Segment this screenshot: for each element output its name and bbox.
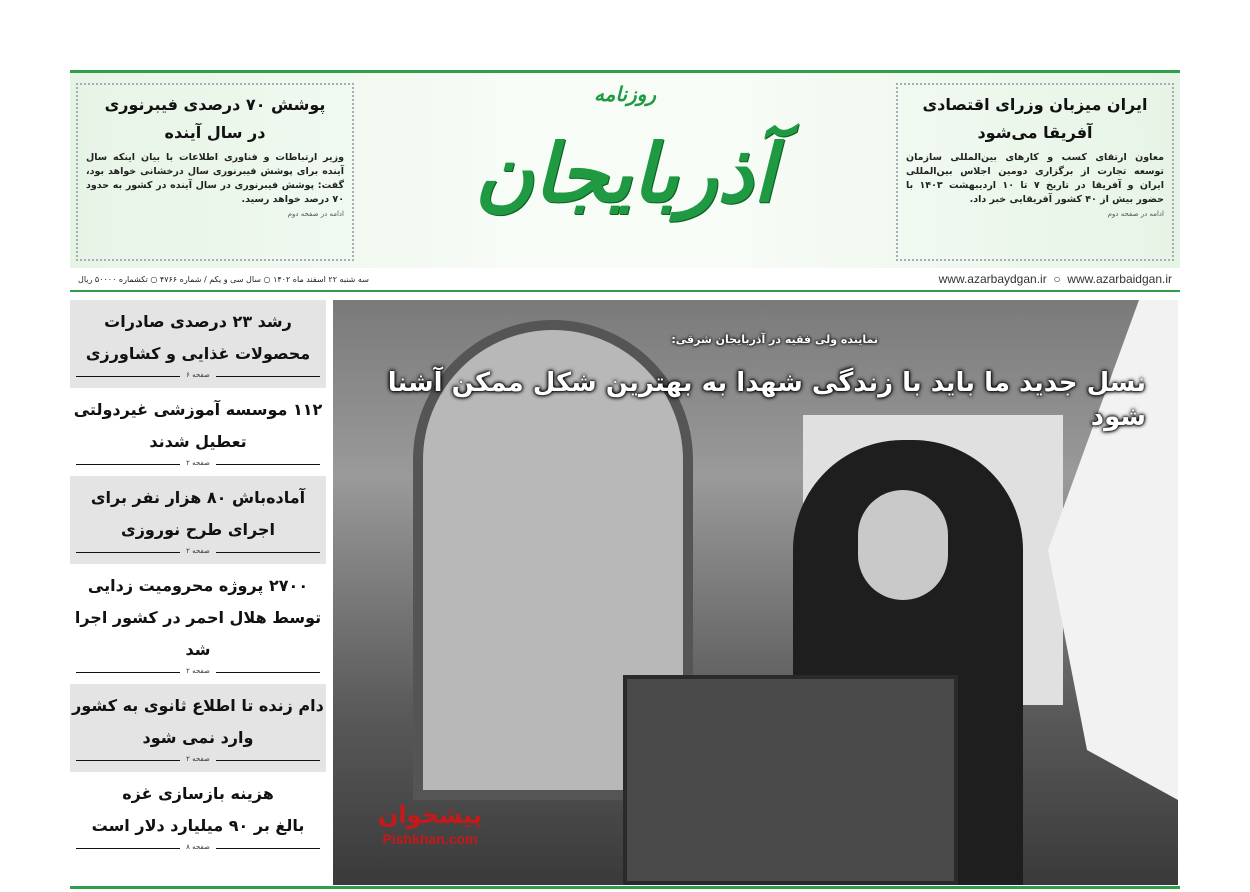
- lead-kicker: نماینده ولی فقیه در آذربایجان شرقی:: [671, 333, 878, 346]
- podium: [623, 675, 958, 885]
- website-links[interactable]: www.azarbaydgan.ir ○ www.azarbaidgan.ir: [938, 272, 1172, 286]
- story-title: رشد ۲۳ درصدی صادرات: [104, 312, 292, 331]
- sidebar-story[interactable]: [70, 476, 326, 564]
- speaker-face: [858, 490, 948, 600]
- teaser-box-africa[interactable]: [896, 83, 1174, 261]
- story-title: تعطیل شدند: [149, 432, 247, 451]
- continued-note: ادامه در صفحه دوم: [287, 210, 344, 218]
- story-title: ۲۷۰۰ پروژه محرومیت زدایی: [87, 576, 309, 595]
- issue-date: سه شنبه ۲۲ اسفند ماه ۱۴۰۲ ○ سال سی و یکم / شماره ۴۷۶۶ ○ تکشماره ۵۰۰۰۰ ریال: [78, 274, 369, 284]
- newspaper-logo: [362, 73, 888, 271]
- sidebar-story[interactable]: [70, 772, 326, 860]
- watermark-fa: پیشخوان: [377, 801, 483, 829]
- continued-note: ادامه در صفحه دوم: [1107, 210, 1164, 218]
- pishkhan-watermark: [350, 800, 510, 848]
- teaser-body: وزیر ارتباطات و فناوری اطلاعات با بیان اینکه سال آینده برای پوشش فیبرنوری سال درخشانی خواهد بود، گفت: پوشش فیبرنوری در سال آینده در کشور به حدود ۷۰ درصد خواهد رسید.: [86, 152, 344, 205]
- logo-subtitle: روزنامه: [593, 82, 657, 106]
- story-title: محصولات غذایی و کشاورزی: [85, 344, 311, 363]
- page-ref: صفحه ۲: [180, 667, 216, 675]
- story-title: وارد نمی شود: [142, 728, 254, 747]
- sidebar-story[interactable]: [70, 388, 326, 476]
- teaser-body: معاون ارتقای کسب و کارهای بین‌المللی سازمان توسعه تجارت از برگزاری دومین اجلاس بین‌المللی ایران و آفریقا در تاریخ ۷ تا ۱۰ اردیبهشت ۱۴۰۳ با حضور بیش از ۴۰ کشور آفریقایی خبر داد.: [906, 152, 1165, 205]
- story-title: اجرای طرح نوروزی: [121, 520, 275, 539]
- page-ref: صفحه ۶: [180, 371, 216, 379]
- story-title: هزینه بازسازی غزه: [122, 784, 274, 803]
- teaser-title: آفریقا می‌شود: [977, 123, 1093, 142]
- issue-info-bar: [70, 268, 1180, 292]
- lead-headline[interactable]: نسل جدید ما باید با زندگی شهدا به بهترین شکل ممکن آشنا شود: [387, 368, 1146, 432]
- story-title: دام زنده تا اطلاع ثانوی به کشور: [72, 696, 324, 715]
- bottom-rule: [70, 886, 1180, 889]
- page-ref: صفحه ۲: [180, 547, 216, 555]
- story-title: توسط هلال احمر در کشور اجرا شد: [74, 608, 322, 659]
- story-title: آماده‌باش ۸۰ هزار نفر برای: [90, 488, 306, 507]
- story-title: ۱۱۲ موسسه آموزشی غیردولتی: [73, 400, 323, 419]
- logo-title: آذربایجان: [474, 126, 776, 220]
- teaser-box-fiber[interactable]: [76, 83, 354, 261]
- sidebar-story[interactable]: [70, 684, 326, 772]
- teaser-title: در سال آینده: [164, 123, 266, 142]
- teaser-title: پوشش ۷۰ درصدی فیبرنوری: [104, 95, 326, 114]
- teaser-title: ایران میزبان وزرای اقتصادی: [922, 95, 1148, 114]
- sidebar-story[interactable]: [70, 564, 326, 684]
- lead-photo[interactable]: [333, 300, 1178, 885]
- page-ref: صفحه ۸: [180, 843, 216, 851]
- masthead-header: [70, 70, 1180, 268]
- story-title: بالغ بر ۹۰ میلیارد دلار است: [91, 816, 305, 835]
- watermark-en: Pishkhan.com: [382, 831, 478, 847]
- sidebar-story[interactable]: [70, 300, 326, 388]
- page-ref: صفحه ۲: [180, 755, 216, 763]
- headline-sidebar: [70, 300, 326, 888]
- page-ref: صفحه ۲: [180, 459, 216, 467]
